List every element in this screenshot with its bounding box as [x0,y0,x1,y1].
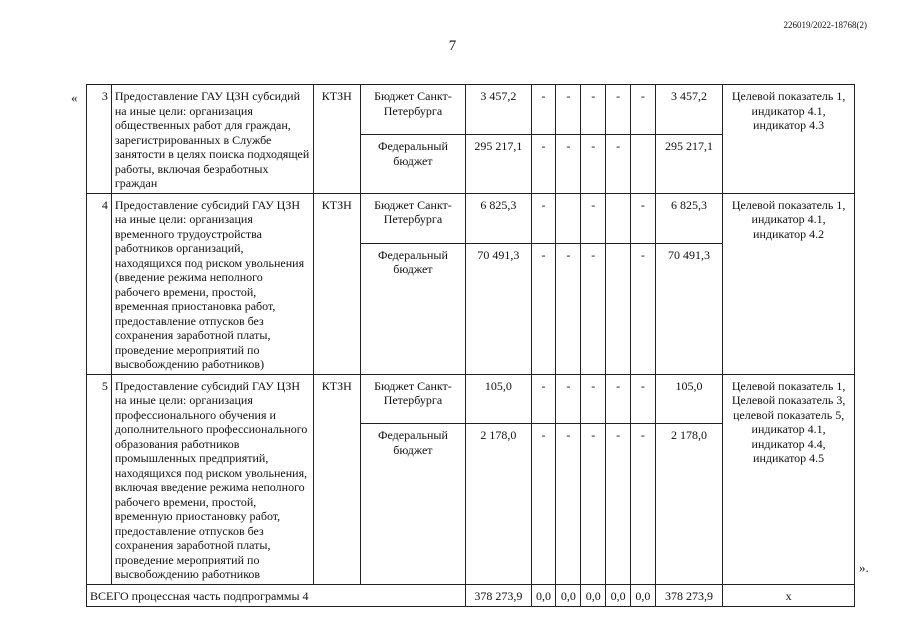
total-year-3: 0,0 [581,584,606,606]
amount-year-5: - [631,374,656,424]
target-indicators: Целевой показатель 1, индикатор 4.1, индикатор 4.3 [723,85,855,194]
amount-year-6: 3 457,2 [655,85,722,135]
amount-year-1: - [531,374,556,424]
amount-year-4: - [606,85,631,135]
amount-year-2: - [556,85,581,135]
total-year-5: 0,0 [631,584,656,606]
funding-source: Бюджет Санкт-Петербурга [360,193,466,243]
amount-year-3: - [581,374,606,424]
activity-name: Предоставление ГАУ ЦЗН субсидий на иные цели: организация общественных работ для граждан, зарегистрированных в Службе занятости в целях поиска подходящей работы, включая безработных граждан [111,85,313,194]
amount-year-2: - [556,424,581,584]
amount-year-5: - [631,193,656,243]
amount-year-6: 70 491,3 [655,243,722,374]
amount-year-6: 2 178,0 [655,424,722,584]
target-indicators: Целевой показатель 1, Целевой показатель 3, целевой показатель 5, индикатор 4.1, индикатор 4.4, индикатор 4.5 [723,374,855,584]
amount-year-2 [556,193,581,243]
opening-quote: « [71,90,78,105]
amount-year-4: - [606,135,631,193]
funding-source: Федеральный бюджет [360,424,466,584]
amount-total: 2 178,0 [466,424,531,584]
total-row [87,584,855,606]
row-number: 4 [87,193,112,374]
total-year-4: 0,0 [606,584,631,606]
executor: КТЗН [313,85,360,194]
amount-year-2: - [556,374,581,424]
table-row [87,85,855,135]
amount-year-1: - [531,424,556,584]
table-row [87,374,855,424]
document-number: 226019/2022-18768(2) [783,20,867,30]
target-indicators: Целевой показатель 1, индикатор 4.1, индикатор 4.2 [723,193,855,374]
activity-name: Предоставление субсидий ГАУ ЦЗН на иные цели: организация профессионального обучения и дополнительного профессионального образования работников промышленных предприятий, находящихся под риском увольнения, включая введение режима неполного рабочего времени, простой, временную приостановку работ, предоставление отпусков без сохранения заработной платы, проведение мероприятий по высвобождению работников [111,374,313,584]
amount-year-3: - [581,424,606,584]
amount-total: 3 457,2 [466,85,531,135]
amount-year-3: - [581,135,606,193]
amount-year-4 [606,243,631,374]
amount-year-2: - [556,135,581,193]
amount-total: 105,0 [466,374,531,424]
program-table [86,84,855,607]
amount-year-5 [631,135,656,193]
closing-quote: ». [859,560,869,575]
amount-year-4 [606,193,631,243]
activity-name: Предоставление субсидий ГАУ ЦЗН на иные цели: организация временного трудоустройства работников организаций, находящихся под риском увольнения (введение режима неполного рабочего времени, простой, временная приостановка работ, предоставление отпусков без сохранения заработной платы, проведение мероприятий по высвобождению работников) [111,193,313,374]
amount-total: 70 491,3 [466,243,531,374]
amount-year-2: - [556,243,581,374]
total-year-1: 0,0 [531,584,556,606]
amount-year-4: - [606,374,631,424]
amount-year-3: - [581,85,606,135]
table-row [87,193,855,243]
amount-year-5: - [631,424,656,584]
row-number: 3 [87,85,112,194]
amount-year-6: 295 217,1 [655,135,722,193]
funding-source: Федеральный бюджет [360,135,466,193]
page-number: 7 [448,38,457,54]
total-amount: 378 273,9 [466,584,531,606]
total-target: х [723,584,855,606]
executor: КТЗН [313,374,360,584]
funding-source: Бюджет Санкт-Петербурга [360,85,466,135]
amount-year-3: - [581,193,606,243]
amount-year-1: - [531,243,556,374]
row-number: 5 [87,374,112,584]
amount-year-1: - [531,85,556,135]
executor: КТЗН [313,193,360,374]
amount-year-3: - [581,243,606,374]
amount-year-6: 105,0 [655,374,722,424]
amount-total: 295 217,1 [466,135,531,193]
amount-year-6: 6 825,3 [655,193,722,243]
amount-year-1: - [531,193,556,243]
amount-year-1: - [531,135,556,193]
amount-year-4: - [606,424,631,584]
amount-year-5: - [631,243,656,374]
total-year-2: 0,0 [556,584,581,606]
funding-source: Бюджет Санкт-Петербурга [360,374,466,424]
total-year-6: 378 273,9 [655,584,722,606]
amount-year-5: - [631,85,656,135]
amount-total: 6 825,3 [466,193,531,243]
funding-source: Федеральный бюджет [360,243,466,374]
total-label: ВСЕГО процессная часть подпрограммы 4 [87,584,466,606]
